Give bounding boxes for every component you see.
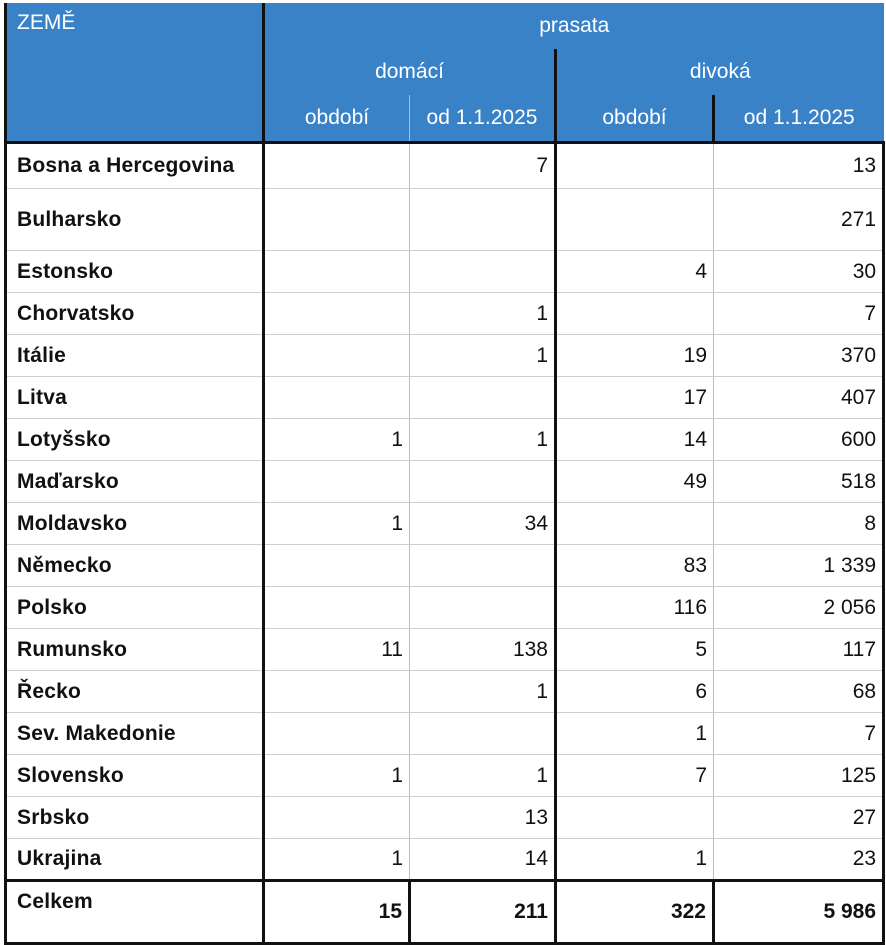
domestic-period-cell (264, 377, 410, 419)
wild-since-cell: 125 (714, 755, 884, 797)
domestic-period-cell (264, 671, 410, 713)
wild-period-cell: 4 (556, 251, 714, 293)
domestic-since-cell (410, 587, 556, 629)
domestic-period-cell: 1 (264, 755, 410, 797)
domestic-period-cell (264, 189, 410, 251)
table-row (6, 335, 884, 377)
country-cell: Sev. Makedonie (6, 713, 264, 755)
country-cell: Ukrajina (6, 839, 264, 881)
total-row (6, 881, 884, 944)
domestic-since-cell (410, 545, 556, 587)
table-row (6, 545, 884, 587)
domestic-period-cell (264, 797, 410, 839)
domestic-since-cell: 138 (410, 629, 556, 671)
country-cell: Polsko (6, 587, 264, 629)
wild-since-cell: 1 339 (714, 545, 884, 587)
wild-period-cell: 1 (556, 713, 714, 755)
domestic-since-cell (410, 377, 556, 419)
table-row (6, 587, 884, 629)
country-cell: Německo (6, 545, 264, 587)
header-wild-period: období (556, 95, 714, 143)
wild-period-cell: 116 (556, 587, 714, 629)
country-cell: Rumunsko (6, 629, 264, 671)
header-domestic-since: od 1.1.2025 (410, 95, 556, 143)
wild-since-cell: 271 (714, 189, 884, 251)
table-row (6, 755, 884, 797)
table-row (6, 143, 884, 189)
country-cell: Litva (6, 377, 264, 419)
country-cell: Lotyšsko (6, 419, 264, 461)
wild-since-cell: 2 056 (714, 587, 884, 629)
domestic-period-cell (264, 713, 410, 755)
domestic-period-cell: 1 (264, 503, 410, 545)
domestic-period-cell: 1 (264, 839, 410, 881)
wild-since-cell: 518 (714, 461, 884, 503)
country-cell: Řecko (6, 671, 264, 713)
domestic-period-cell (264, 545, 410, 587)
domestic-period-cell (264, 587, 410, 629)
table-row (6, 419, 884, 461)
wild-period-cell (556, 293, 714, 335)
domestic-since-cell (410, 251, 556, 293)
domestic-period-cell: 1 (264, 419, 410, 461)
wild-period-cell: 1 (556, 839, 714, 881)
domestic-since-cell: 7 (410, 143, 556, 189)
wild-since-cell: 23 (714, 839, 884, 881)
header-wild: divoká (556, 49, 884, 95)
total-domestic-period: 15 (264, 881, 410, 944)
header-wild-since: od 1.1.2025 (714, 95, 884, 143)
domestic-period-cell (264, 143, 410, 189)
domestic-since-cell: 1 (410, 419, 556, 461)
domestic-since-cell: 14 (410, 839, 556, 881)
domestic-since-cell: 1 (410, 293, 556, 335)
header-domestic: domácí (264, 49, 556, 95)
country-cell: Moldavsko (6, 503, 264, 545)
domestic-since-cell: 13 (410, 797, 556, 839)
wild-period-cell (556, 143, 714, 189)
table-row (6, 251, 884, 293)
table-body (6, 143, 884, 881)
wild-period-cell: 14 (556, 419, 714, 461)
country-cell: Bosna a Hercegovina (6, 143, 264, 189)
table-row (6, 629, 884, 671)
wild-period-cell: 19 (556, 335, 714, 377)
domestic-since-cell (410, 189, 556, 251)
wild-period-cell: 17 (556, 377, 714, 419)
domestic-period-cell (264, 293, 410, 335)
wild-since-cell: 8 (714, 503, 884, 545)
total-domestic-since: 211 (410, 881, 556, 944)
wild-since-cell: 68 (714, 671, 884, 713)
domestic-period-cell (264, 251, 410, 293)
table-row (6, 461, 884, 503)
table-row (6, 797, 884, 839)
country-cell: Estonsko (6, 251, 264, 293)
domestic-period-cell (264, 461, 410, 503)
wild-period-cell: 5 (556, 629, 714, 671)
domestic-since-cell: 1 (410, 671, 556, 713)
header-group-pigs: prasata (264, 3, 884, 49)
wild-since-cell: 7 (714, 293, 884, 335)
domestic-period-cell: 11 (264, 629, 410, 671)
wild-period-cell: 7 (556, 755, 714, 797)
wild-since-cell: 600 (714, 419, 884, 461)
header-country: ZEMĚ (6, 3, 264, 143)
table-row (6, 713, 884, 755)
domestic-since-cell: 1 (410, 755, 556, 797)
country-cell: Itálie (6, 335, 264, 377)
table-row (6, 377, 884, 419)
country-cell: Srbsko (6, 797, 264, 839)
country-cell: Bulharsko (6, 189, 264, 251)
wild-since-cell: 117 (714, 629, 884, 671)
country-cell: Slovensko (6, 755, 264, 797)
table-row (6, 671, 884, 713)
table-row (6, 189, 884, 251)
wild-since-cell: 7 (714, 713, 884, 755)
domestic-since-cell (410, 461, 556, 503)
wild-period-cell: 83 (556, 545, 714, 587)
wild-since-cell: 27 (714, 797, 884, 839)
wild-period-cell (556, 189, 714, 251)
wild-since-cell: 407 (714, 377, 884, 419)
wild-period-cell: 6 (556, 671, 714, 713)
wild-period-cell (556, 503, 714, 545)
wild-since-cell: 30 (714, 251, 884, 293)
table-row (6, 839, 884, 881)
country-cell: Chorvatsko (6, 293, 264, 335)
wild-period-cell (556, 797, 714, 839)
domestic-since-cell: 1 (410, 335, 556, 377)
table-row (6, 293, 884, 335)
total-wild-since: 5 986 (714, 881, 884, 944)
wild-since-cell: 13 (714, 143, 884, 189)
total-wild-period: 322 (556, 881, 714, 944)
header-domestic-period: období (264, 95, 410, 143)
country-cell: Maďarsko (6, 461, 264, 503)
domestic-period-cell (264, 335, 410, 377)
wild-period-cell: 49 (556, 461, 714, 503)
domestic-since-cell: 34 (410, 503, 556, 545)
domestic-since-cell (410, 713, 556, 755)
total-label: Celkem (6, 881, 264, 944)
wild-since-cell: 370 (714, 335, 884, 377)
african-swine-fever-table (4, 3, 885, 945)
table-row (6, 503, 884, 545)
